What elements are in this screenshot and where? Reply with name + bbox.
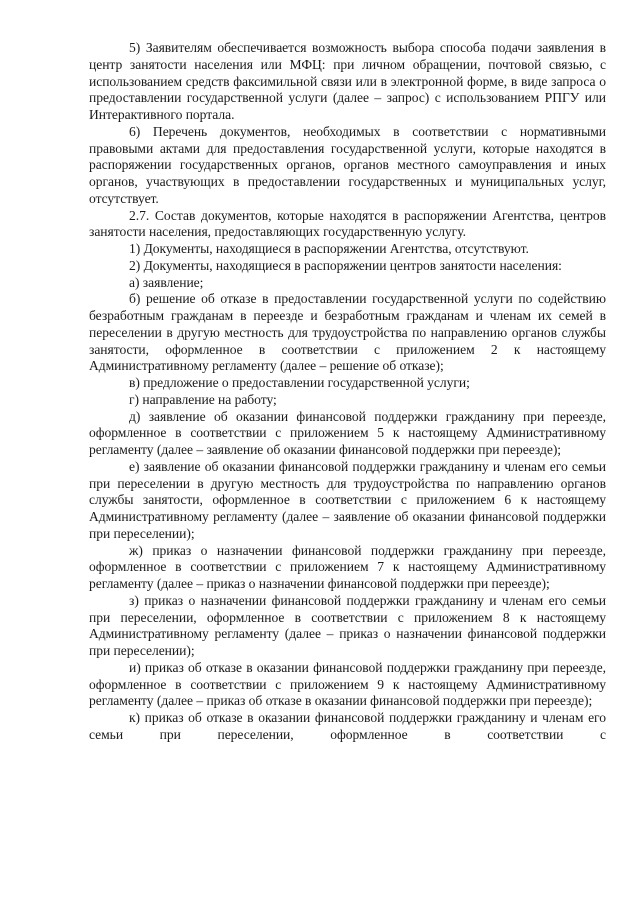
paragraph-2-center-documents: 2) Документы, находящиеся в распоряжении центров занятости населения: bbox=[129, 257, 562, 273]
paragraph-5-submission-methods: 5) Заявителям обеспечивается возможность выбора способа подачи заявления в центр занятости населения или МФЦ: при личном обращении, почтовой связью, с использованием средств факсимильной связи или в электронной форме, в виде запроса о предоставлении государственной услуги (далее – запрос) с использованием РПГУ или Интерактивного портала. bbox=[89, 40, 606, 122]
paragraph-1-agency-documents: 1) Документы, находящиеся в распоряжении Агентства, отсутствуют. bbox=[129, 241, 529, 256]
list-item-g: г) направление на работу; bbox=[129, 391, 277, 407]
paragraph-6-documents-list: 6) Перечень документов, необходимых в соответствии с нормативными правовыми актами для предоставления государственной услуги, которые находятся в распоряжении государственных органов, органов местного самоуправления и иных органов, участвующих в предоставлении государственных и муниципальных услуг, отсутствует. bbox=[89, 123, 606, 206]
list-item-v: в) предложение о предоставлении государственной услуги; bbox=[129, 375, 470, 390]
list-item-e: е) заявление об оказании финансовой поддержки гражданину и членам его семьи при переселении в другую местность для трудоустройства по направлению органов службы занятости, оформленное в соответствии с приложением 6 к настоящему Административному регламенту (далее – заявление об оказании финансовой поддержки при переселении); bbox=[89, 458, 606, 541]
list-item-i: и) приказ об отказе в оказании финансовой поддержки гражданину при переезде, оформленное в соответствии с приложением 9 к настоящему Административному регламенту (далее – приказ об отказе в оказании финансовой поддержки при переезде); bbox=[89, 659, 606, 709]
list-item-a: а) заявление; bbox=[129, 274, 204, 290]
list-item-d: д) заявление об оказании финансовой поддержки гражданину при переезде, оформленное в соответствии с приложением 5 к настоящему Административному регламенту (далее – заявление об оказании финансовой поддержки при переезде); bbox=[89, 408, 606, 457]
section-2-7-heading: 2.7. Состав документов, которые находятся в распоряжении Агентства, центров занятости населения, предоставляющих государственную услугу. bbox=[89, 207, 606, 240]
list-item-k: к) приказ об отказе в оказании финансовой поддержки гражданину и членам его семьи при переселении, оформленное в соответствии с bbox=[89, 710, 606, 742]
list-item-zh: ж) приказ о назначении финансовой поддержки гражданину при переезде, оформленное в соответствии с приложением 7 к настоящему Административному регламенту (далее – приказ о назначении финансовой поддержки при переезде); bbox=[89, 542, 606, 591]
list-item-b: б) решение об отказе в предоставлении государственной услуги по содействию безработным гражданам в переезде и безработным гражданам и членам их семей в переселении в другую местность для трудоустройства по направлению органов службы занятости, оформленное в соответствии с приложением 2 к настоящему Административному регламенту (далее – решение об отказе); bbox=[89, 291, 606, 374]
list-item-z: з) приказ о назначении финансовой поддержки гражданину и членам его семьи при переселении, оформленное в соответствии с приложением 8 к настоящему Административному регламенту (далее – приказ о назначении финансовой поддержки при переселении); bbox=[89, 592, 606, 658]
document-body bbox=[89, 40, 606, 744]
